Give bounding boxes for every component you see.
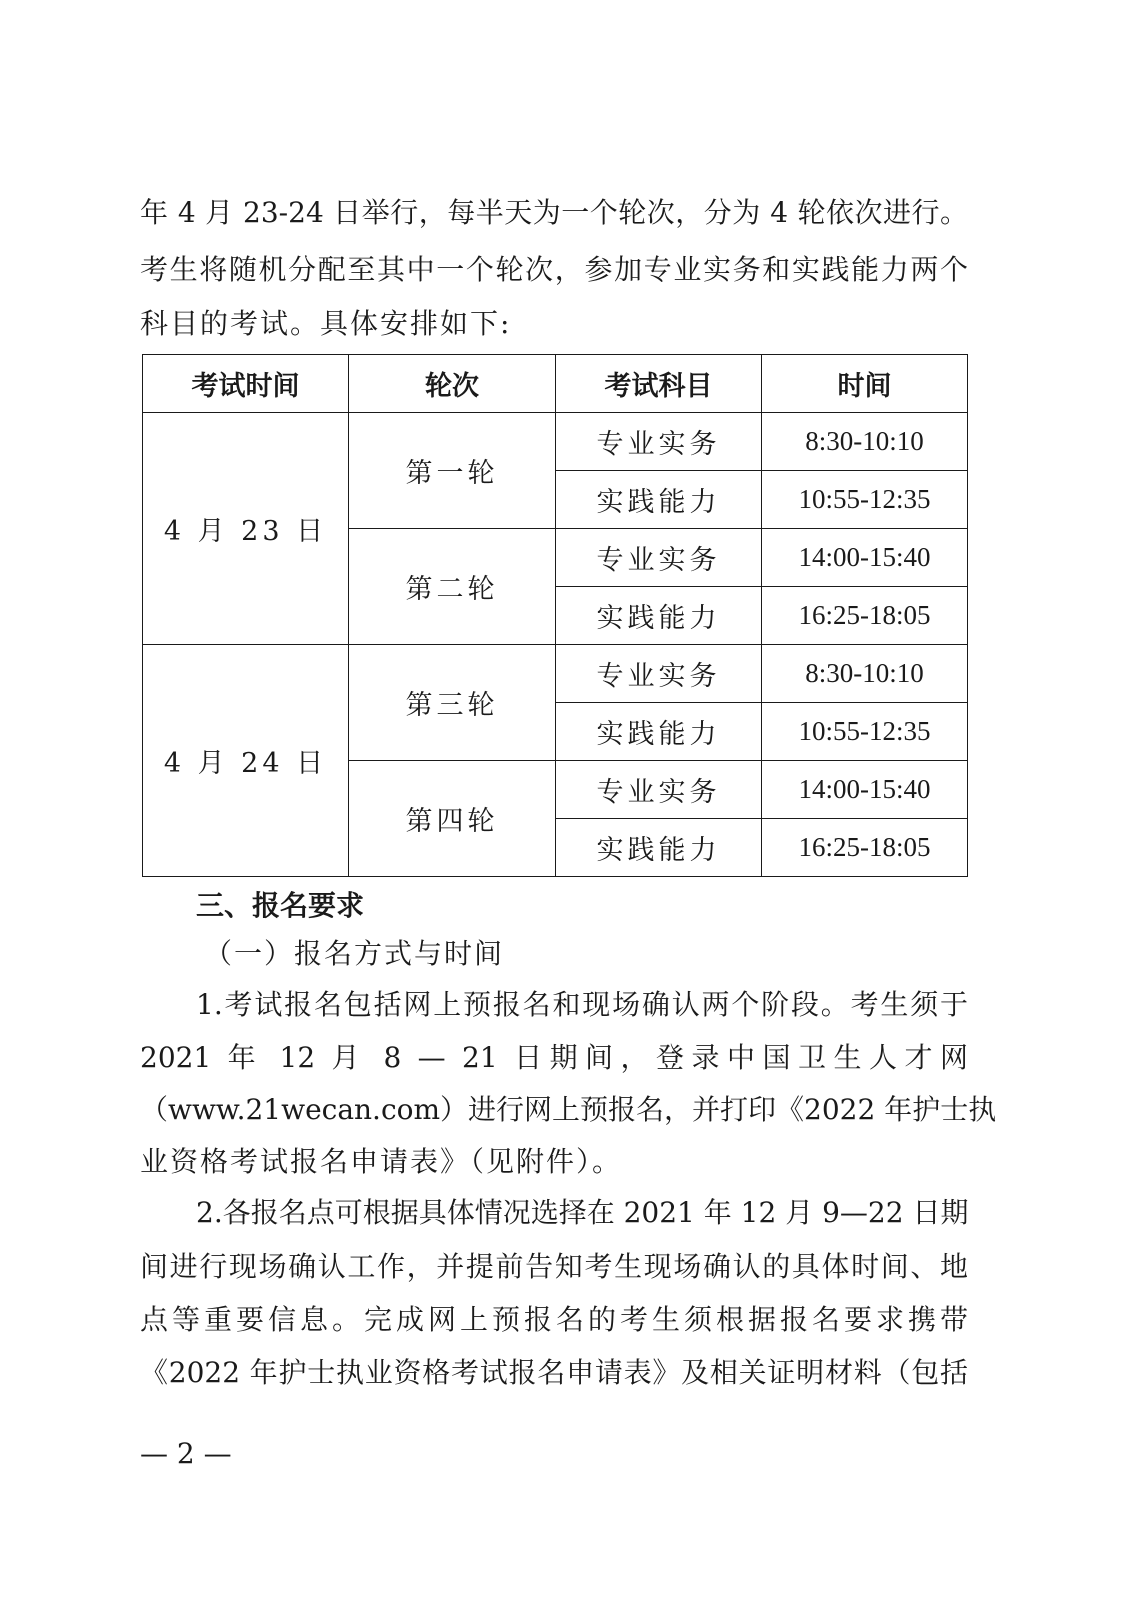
section-heading: 三、报名要求 <box>196 889 365 922</box>
para2-line-1: 2.各报名点可根据具体情况选择在 2021 年 12 月 9—22 日期 <box>196 1196 969 1229</box>
intro-line-2: 考生将随机分配至其中一个轮次，参加专业实务和实践能力两个 <box>140 253 968 286</box>
round-cell: 第一轮 <box>349 413 556 529</box>
para1-line-3: （www.21wecan.com）进行网上预报名，并打印《2022 年护士执 <box>140 1093 997 1126</box>
subsection-heading: （一）报名方式与时间 <box>204 937 505 970</box>
para2-line-2: 间进行现场确认工作，并提前告知考生现场确认的具体时间、地 <box>140 1250 968 1283</box>
exam-schedule-table <box>142 354 968 877</box>
subject-cell: 专业实务 <box>556 413 762 471</box>
time-cell: 10:55-12:35 <box>762 471 968 529</box>
subject-cell: 实践能力 <box>556 819 762 877</box>
table-row <box>143 645 968 703</box>
time-cell: 14:00-15:40 <box>762 761 968 819</box>
subject-cell: 实践能力 <box>556 587 762 645</box>
header-exam-date: 考试时间 <box>143 355 349 413</box>
para2-line-3: 点等重要信息。完成网上预报名的考生须根据报名要求携带 <box>140 1303 968 1336</box>
date-cell: 4 月 24 日 <box>143 645 349 877</box>
time-cell: 16:25-18:05 <box>762 819 968 877</box>
table-header-row <box>143 355 968 413</box>
time-cell: 16:25-18:05 <box>762 587 968 645</box>
subject-cell: 专业实务 <box>556 529 762 587</box>
page-number: — 2 — <box>140 1437 232 1470</box>
intro-line-1: 年 4 月 23-24 日举行，每半天为一个轮次，分为 4 轮依次进行。 <box>140 196 968 229</box>
time-cell: 10:55-12:35 <box>762 703 968 761</box>
round-cell: 第四轮 <box>349 761 556 877</box>
para1-line-2: 2021 年 12 月 8 — 21 日期间，登录中国卫生人才网 <box>140 1041 968 1074</box>
time-cell: 8:30-10:10 <box>762 645 968 703</box>
header-time: 时间 <box>762 355 968 413</box>
para1-line-1: 1.考试报名包括网上预报名和现场确认两个阶段。考生须于 <box>196 988 968 1021</box>
header-subject: 考试科目 <box>556 355 762 413</box>
header-round: 轮次 <box>349 355 556 413</box>
table-row <box>143 413 968 471</box>
subject-cell: 专业实务 <box>556 761 762 819</box>
round-cell: 第二轮 <box>349 529 556 645</box>
subject-cell: 实践能力 <box>556 471 762 529</box>
round-cell: 第三轮 <box>349 645 556 761</box>
para2-line-4: 《2022 年护士执业资格考试报名申请表》及相关证明材料（包括 <box>140 1356 968 1389</box>
intro-line-3: 科目的考试。具体安排如下: <box>140 307 512 340</box>
time-cell: 8:30-10:10 <box>762 413 968 471</box>
subject-cell: 实践能力 <box>556 703 762 761</box>
date-cell: 4 月 23 日 <box>143 413 349 645</box>
para1-line-4: 业资格考试报名申请表》（见附件）。 <box>140 1145 623 1178</box>
time-cell: 14:00-15:40 <box>762 529 968 587</box>
subject-cell: 专业实务 <box>556 645 762 703</box>
